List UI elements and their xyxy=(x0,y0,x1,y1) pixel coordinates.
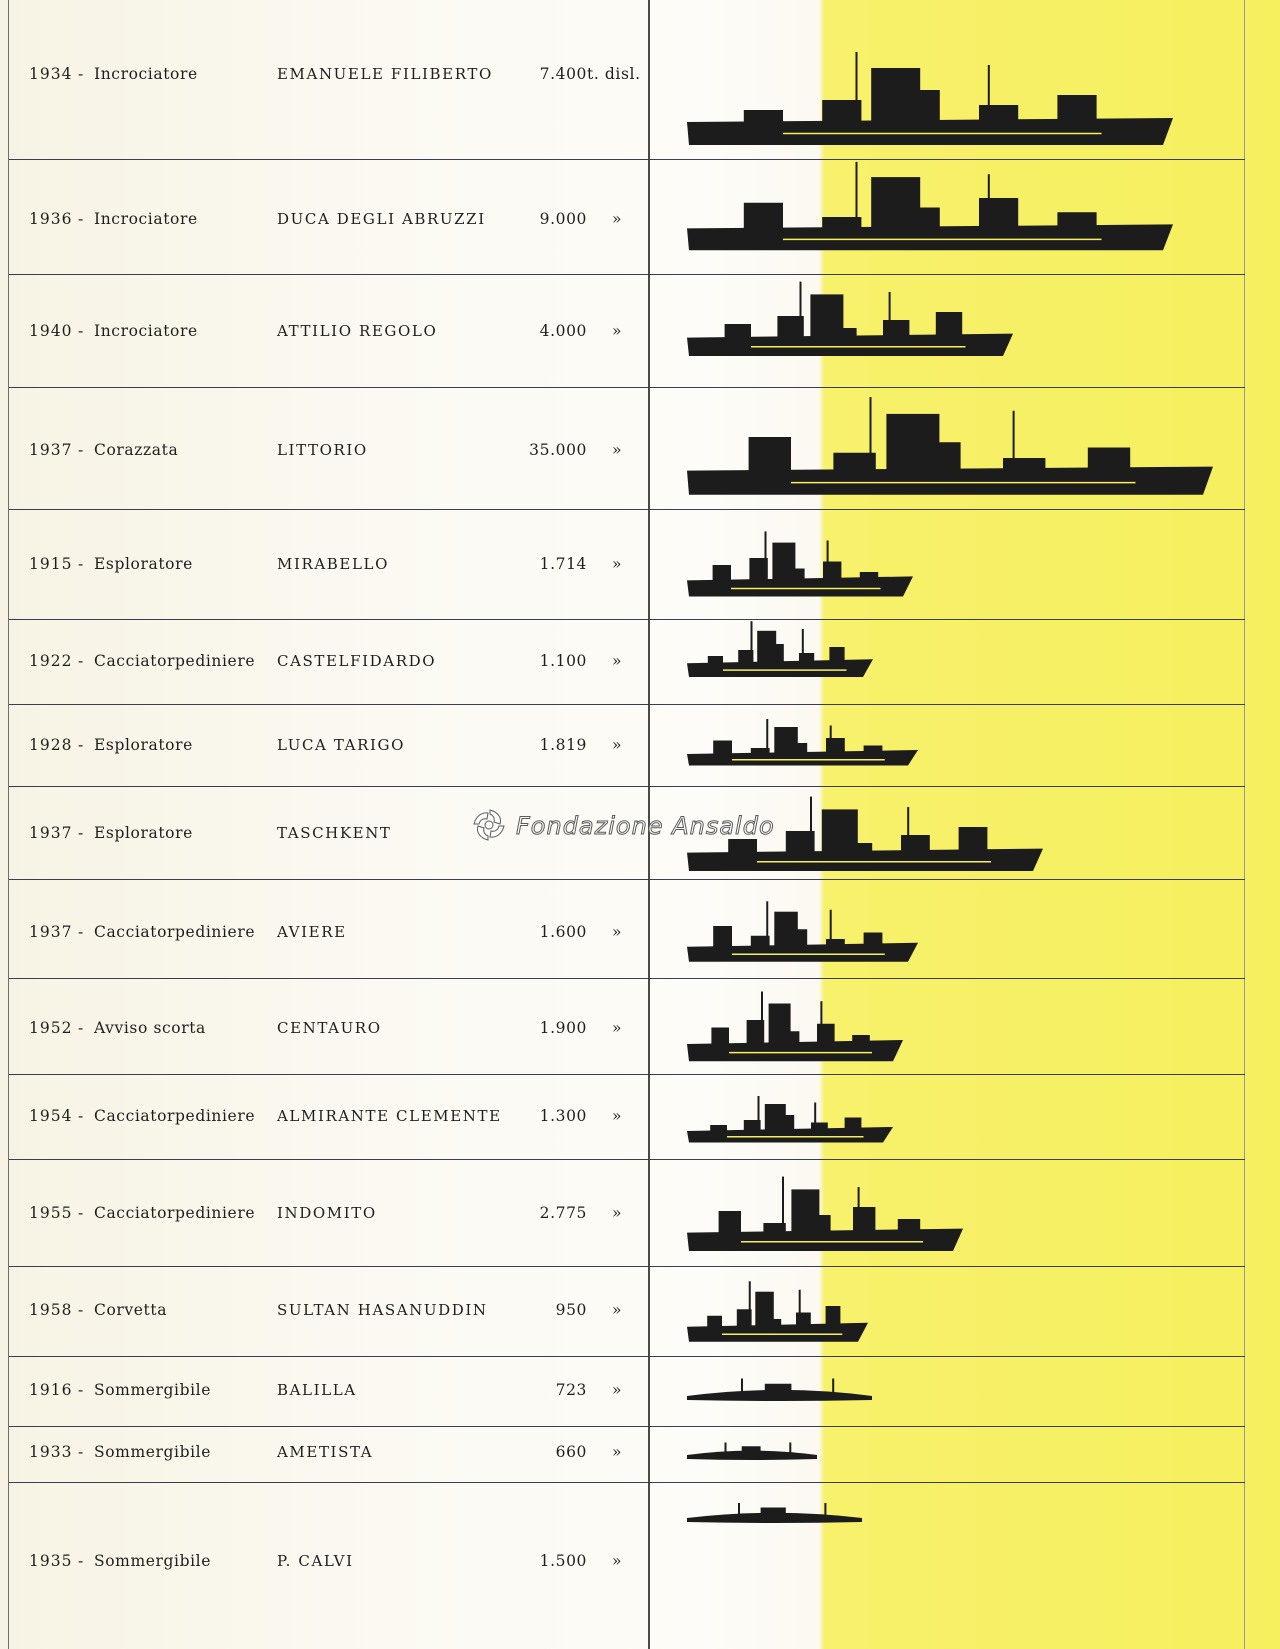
separator-dash: - xyxy=(78,1552,85,1570)
ship-silhouette xyxy=(685,1440,820,1465)
ship-year: 1928 xyxy=(29,736,73,754)
ship-displacement: 35.000 xyxy=(529,441,587,459)
separator-dash: - xyxy=(78,1107,85,1125)
ship-type: Incrociatore xyxy=(94,322,198,340)
ship-silhouette xyxy=(685,990,905,1065)
ship-silhouette xyxy=(685,620,875,680)
table-row xyxy=(9,510,1245,620)
ship-year: 1935 xyxy=(29,1552,73,1570)
ship-year: 1954 xyxy=(29,1107,73,1125)
ship-displacement: 4.000 xyxy=(539,322,587,340)
ditto-mark: » xyxy=(612,1301,623,1319)
ship-silhouette xyxy=(685,280,1015,360)
ship-name: CASTELFIDARDO xyxy=(277,652,437,670)
ship-silhouette xyxy=(685,160,1175,255)
ditto-mark: » xyxy=(612,1107,623,1125)
table-row xyxy=(9,705,1245,787)
ship-type: Avviso scorta xyxy=(94,1019,206,1037)
ship-year: 1933 xyxy=(29,1443,73,1461)
ditto-mark: » xyxy=(612,441,623,459)
ship-displacement: 660 xyxy=(555,1443,587,1461)
ship-type: Esploratore xyxy=(94,736,193,754)
separator-dash: - xyxy=(78,652,85,670)
ship-type: Incrociatore xyxy=(94,210,198,228)
ditto-mark: » xyxy=(612,923,623,941)
ditto-mark: » xyxy=(612,652,623,670)
ship-year: 1955 xyxy=(29,1204,73,1222)
table-row xyxy=(9,979,1245,1075)
separator-dash: - xyxy=(78,65,85,83)
ship-name: TASCHKENT xyxy=(277,824,392,842)
separator-dash: - xyxy=(78,210,85,228)
ship-displacement: 1.600 xyxy=(539,923,587,941)
ship-displacement: 1.900 xyxy=(539,1019,587,1037)
separator-dash: - xyxy=(78,1443,85,1461)
ship-silhouette xyxy=(685,1375,875,1410)
ship-name: CENTAURO xyxy=(277,1019,382,1037)
ship-name: BALILLA xyxy=(277,1381,357,1399)
ship-displacement: 1.714 xyxy=(539,555,587,573)
ship-displacement: 1.100 xyxy=(539,652,587,670)
ship-silhouette xyxy=(685,1095,895,1145)
ship-silhouette xyxy=(685,900,920,965)
ship-name: P. CALVI xyxy=(277,1552,354,1570)
table-row xyxy=(9,388,1245,510)
separator-dash: - xyxy=(78,555,85,573)
table-row xyxy=(9,160,1245,275)
ship-displacement: 950 xyxy=(555,1301,587,1319)
ship-year: 1934 xyxy=(29,65,73,83)
ship-type: Cacciatorpediniere xyxy=(94,1107,256,1125)
ship-name: AMETISTA xyxy=(277,1443,374,1461)
ship-silhouette xyxy=(685,1175,965,1255)
table-row xyxy=(9,1160,1245,1267)
ship-year: 1937 xyxy=(29,441,73,459)
ship-name: INDOMITO xyxy=(277,1204,377,1222)
ship-displacement: 1.500 xyxy=(539,1552,587,1570)
ship-type: Corvetta xyxy=(94,1301,168,1319)
ship-type: Corazzata xyxy=(94,441,179,459)
ship-displacement: 7.400 xyxy=(539,65,587,83)
ditto-mark: » xyxy=(612,1552,623,1570)
separator-dash: - xyxy=(78,824,85,842)
ship-silhouette xyxy=(685,718,920,768)
ship-name: SULTAN HASANUDDIN xyxy=(277,1301,488,1319)
table-row xyxy=(9,620,1245,705)
ship-year: 1940 xyxy=(29,322,73,340)
separator-dash: - xyxy=(78,1301,85,1319)
ship-name: AVIERE xyxy=(277,923,347,941)
table-row xyxy=(9,0,1245,160)
table-row xyxy=(9,880,1245,979)
ship-displacement: 9.000 xyxy=(539,210,587,228)
ditto-mark: » xyxy=(612,210,623,228)
ship-name: DUCA DEGLI ABRUZZI xyxy=(277,210,486,228)
watermark xyxy=(468,806,828,846)
ship-year: 1922 xyxy=(29,652,73,670)
ship-displacement: 723 xyxy=(555,1381,587,1399)
ship-name: ATTILIO REGOLO xyxy=(277,322,438,340)
table-row xyxy=(9,1075,1245,1160)
ditto-mark: » xyxy=(612,1443,623,1461)
ship-year: 1915 xyxy=(29,555,73,573)
ship-type: Cacciatorpediniere xyxy=(94,1204,256,1222)
ship-name: LUCA TARIGO xyxy=(277,736,405,754)
ditto-mark: » xyxy=(612,1019,623,1037)
separator-dash: - xyxy=(78,1381,85,1399)
ditto-mark: » xyxy=(612,1204,623,1222)
ship-type: Sommergibile xyxy=(94,1552,212,1570)
separator-dash: - xyxy=(78,923,85,941)
ship-displacement: 2.775 xyxy=(539,1204,587,1222)
table-row xyxy=(9,1483,1245,1649)
table-row xyxy=(9,1427,1245,1483)
ship-name: LITTORIO xyxy=(277,441,368,459)
ansaldo-logo-icon xyxy=(468,806,512,846)
ship-displacement: 1.819 xyxy=(539,736,587,754)
ship-year: 1936 xyxy=(29,210,73,228)
ditto-mark: » xyxy=(612,1381,623,1399)
ship-name: ALMIRANTE CLEMENTE xyxy=(277,1107,502,1125)
separator-dash: - xyxy=(78,1204,85,1222)
ship-type: Cacciatorpediniere xyxy=(94,652,256,670)
watermark-text: Fondazione Ansaldo xyxy=(516,812,775,840)
separator-dash: - xyxy=(78,1019,85,1037)
ship-year: 1937 xyxy=(29,824,73,842)
separator-dash: - xyxy=(78,322,85,340)
separator-dash: - xyxy=(78,441,85,459)
ship-year: 1958 xyxy=(29,1301,73,1319)
ship-silhouette xyxy=(685,530,915,600)
separator-dash: - xyxy=(78,736,85,754)
ship-name: MIRABELLO xyxy=(277,555,390,573)
ship-year: 1937 xyxy=(29,923,73,941)
table-row xyxy=(9,1357,1245,1427)
table-row xyxy=(9,275,1245,388)
ditto-mark: » xyxy=(612,555,623,573)
ship-type: Sommergibile xyxy=(94,1443,212,1461)
ditto-mark: » xyxy=(612,322,623,340)
displacement-unit: t. disl. xyxy=(587,65,641,83)
ship-type: Incrociatore xyxy=(94,65,198,83)
ship-displacement: 1.300 xyxy=(539,1107,587,1125)
ship-silhouette xyxy=(685,1500,865,1530)
ditto-mark: » xyxy=(612,736,623,754)
ship-name: EMANUELE FILIBERTO xyxy=(277,65,493,83)
ship-type: Esploratore xyxy=(94,555,193,573)
ship-type: Esploratore xyxy=(94,824,193,842)
table-row xyxy=(9,1267,1245,1357)
ship-year: 1916 xyxy=(29,1381,73,1399)
ship-silhouette xyxy=(685,50,1175,150)
ship-type: Sommergibile xyxy=(94,1381,212,1399)
ship-silhouette xyxy=(685,395,1215,500)
ship-year: 1952 xyxy=(29,1019,73,1037)
ship-type: Cacciatorpediniere xyxy=(94,923,256,941)
ship-silhouette xyxy=(685,1280,870,1345)
